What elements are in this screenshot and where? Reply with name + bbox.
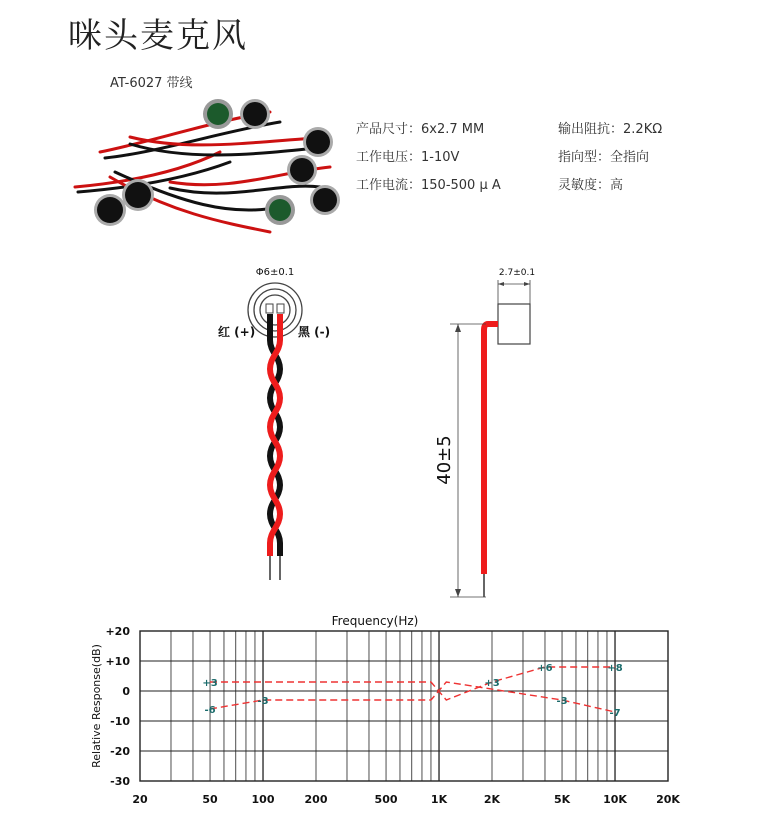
response-limit-line-2	[210, 682, 615, 712]
x-tick-label: 500	[374, 793, 398, 806]
frequency-response-chart	[0, 606, 763, 816]
spec-impedance: 输出阻抗：2.2KΩ	[558, 122, 663, 137]
x-tick-label: 200	[304, 793, 328, 806]
x-tick-label: 20	[132, 793, 148, 806]
y-tick-label: 0	[122, 685, 130, 698]
spec-voltage: 工作电压：1-10V	[356, 150, 460, 165]
data-label: +3	[484, 678, 500, 689]
front-view-drawing	[200, 262, 350, 592]
diameter-label: Φ6±0.1	[255, 267, 295, 278]
data-label: -3	[257, 696, 269, 707]
length-label: 40±5	[434, 435, 455, 485]
y-tick-label: +10	[105, 655, 130, 668]
x-tick-label: 10K	[603, 793, 627, 806]
spec-sensitivity: 灵敏度：高	[558, 178, 624, 193]
x-tick-label: 20K	[656, 793, 680, 806]
spec-current: 工作电流：150-500 μ A	[356, 178, 501, 193]
data-label: +6	[537, 663, 553, 674]
spec-directivity: 指向型：全指向	[558, 150, 650, 165]
x-tick-label: 50	[202, 793, 218, 806]
response-limit-line-1	[210, 667, 615, 700]
y-tick-label: -10	[110, 715, 130, 728]
data-label: +3	[202, 678, 218, 689]
x-tick-label: 5K	[553, 793, 571, 806]
y-axis-label: Relative Response(dB)	[90, 644, 103, 768]
data-label: -6	[204, 705, 216, 716]
x-tick-label: 2K	[483, 793, 501, 806]
x-tick-label: 100	[251, 793, 275, 806]
data-label: -7	[609, 708, 621, 719]
side-view-drawing	[420, 262, 560, 602]
thickness-label: 2.7±0.1	[498, 268, 536, 278]
y-tick-label: -30	[110, 775, 130, 788]
black-wire-label: 黑 (-)	[298, 325, 331, 339]
page-title: 咪头麦克风	[68, 16, 248, 56]
y-tick-label: +20	[105, 625, 130, 638]
product-photo	[70, 92, 350, 242]
y-tick-label: -20	[110, 745, 130, 758]
red-wire-label: 红 (+)	[218, 325, 256, 339]
spec-size: 产品尺寸：6x2.7 MM	[356, 122, 485, 137]
data-label: +8	[607, 663, 623, 674]
model-label: AT-6027 带线	[110, 76, 193, 91]
chart-title: Frequency(Hz)	[331, 614, 419, 628]
data-label: -3	[556, 696, 568, 707]
x-tick-label: 1K	[430, 793, 448, 806]
